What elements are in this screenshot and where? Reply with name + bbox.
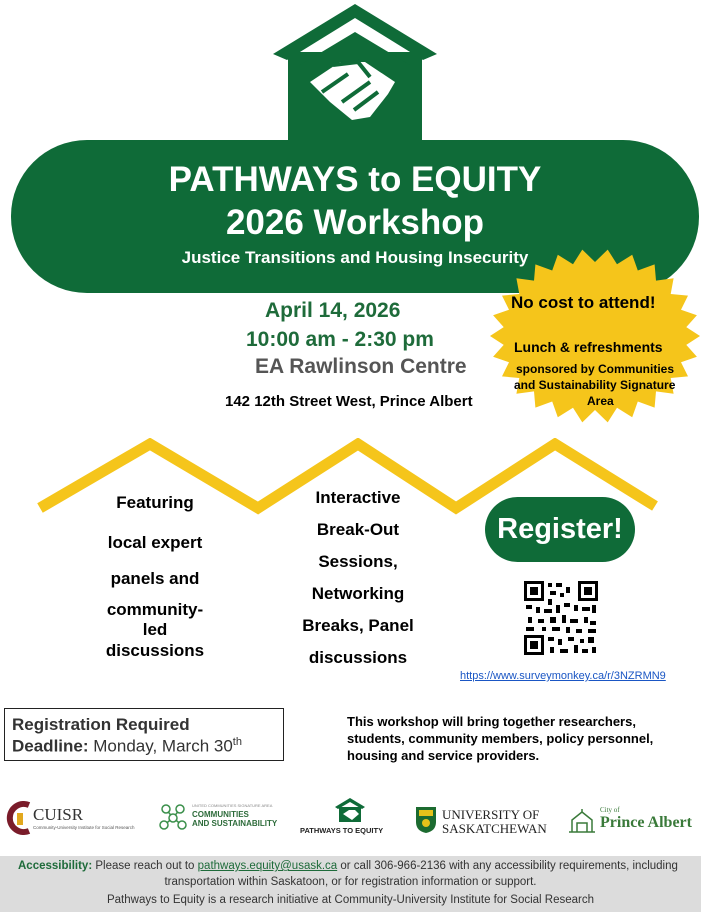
badge-line2: sponsored by Communities	[516, 362, 675, 376]
event-address: 142 12th Street West, Prince Albert	[225, 393, 473, 410]
deadline-suffix: th	[232, 736, 242, 748]
feature-middle-line: Breaks, Panel	[302, 616, 414, 635]
title-subtitle: Justice Transitions and Housing Insecurity	[181, 248, 529, 267]
house-handshake-icon	[270, 2, 440, 144]
access-label: Accessibility:	[18, 860, 93, 872]
cuisr-mark-icon	[5, 801, 33, 835]
footer-initiative-note: Pathways to Equity is a research initiative at Community-University Institute for Social Research	[106, 894, 595, 906]
register-button[interactable]: Register!	[485, 497, 635, 562]
usask-logo	[415, 806, 547, 838]
cuisr-logo	[5, 801, 140, 837]
feature-left-line: local expert	[107, 533, 203, 552]
access-email-link[interactable]: pathways.equity@usask.ca	[197, 860, 338, 872]
feature-middle-line: Networking	[311, 584, 405, 603]
title-line1: PATHWAYS to EQUITY	[168, 160, 542, 199]
event-time: 10:00 am - 2:30 pm	[246, 328, 434, 351]
feature-left-line: led	[142, 620, 168, 639]
feature-middle-line: discussions	[308, 648, 408, 667]
pte-house-icon	[334, 797, 366, 823]
feature-middle	[288, 482, 428, 674]
event-venue: EA Rawlinson Centre	[255, 355, 467, 378]
workshop-description: This workshop will bring together researchers, students, community members, policy personnel, housing and service providers.	[347, 714, 654, 763]
deadline-label: Deadline:	[12, 736, 89, 756]
deadline-value: Monday, March 30	[93, 736, 233, 756]
feature-left-line: discussions	[105, 641, 205, 660]
communities-sustainability-logo	[158, 803, 283, 835]
usask-line2: SASKATCHEWAN	[442, 821, 547, 836]
feature-left-line: community-	[106, 600, 204, 619]
access-post: or call 306-966-2136 with any accessibility requirements, including	[340, 860, 678, 872]
feature-middle-line: Break-Out	[316, 520, 400, 539]
accessibility-line2: transportation within Saskatoon, or for registration information or support.	[164, 876, 537, 888]
accessibility-line1	[18, 860, 678, 872]
badge-line3: and Sustainability Signature	[514, 378, 676, 392]
badge-line1: Lunch & refreshments	[514, 339, 663, 355]
pa-name: Prince Albert	[600, 814, 692, 831]
cs-small: UNITED COMMUNITIES SIGNATURE AREA	[192, 803, 273, 808]
title-line2: 2026 Workshop	[225, 203, 485, 242]
pte-name: PATHWAYS TO EQUITY	[300, 826, 384, 835]
network-nodes-icon	[158, 803, 188, 833]
cuisr-name: CUISR	[33, 805, 84, 824]
pa-small: City of	[600, 806, 620, 814]
qr-code-icon[interactable]	[524, 581, 598, 655]
city-building-icon	[567, 808, 597, 834]
badge-line4: Area	[587, 394, 614, 408]
feature-middle-line: Interactive	[315, 488, 401, 507]
pathways-to-equity-logo	[300, 797, 400, 837]
feature-middle-line: Sessions,	[318, 552, 398, 571]
registration-required: Registration Required	[12, 715, 190, 734]
usask-line1: UNIVERSITY OF	[442, 807, 540, 822]
register-link[interactable]: https://www.surveymonkey.ca/r/3NZRMN9	[460, 670, 666, 682]
cs-line2: AND SUSTAINABILITY	[192, 819, 278, 828]
feature-left-line: panels and	[110, 569, 200, 588]
feature-left	[90, 486, 220, 662]
feature-left-line: Featuring	[116, 493, 194, 512]
usask-crest-icon	[415, 806, 437, 834]
prince-albert-logo	[567, 806, 697, 838]
cs-line1: COMMUNITIES	[192, 810, 249, 819]
badge-headline: No cost to attend!	[511, 293, 656, 312]
event-date: April 14, 2026	[265, 299, 401, 322]
access-pre: Please reach out to	[95, 860, 195, 872]
cuisr-tagline: Community-University Institute for Social Research	[33, 825, 135, 830]
registration-deadline	[12, 736, 242, 757]
